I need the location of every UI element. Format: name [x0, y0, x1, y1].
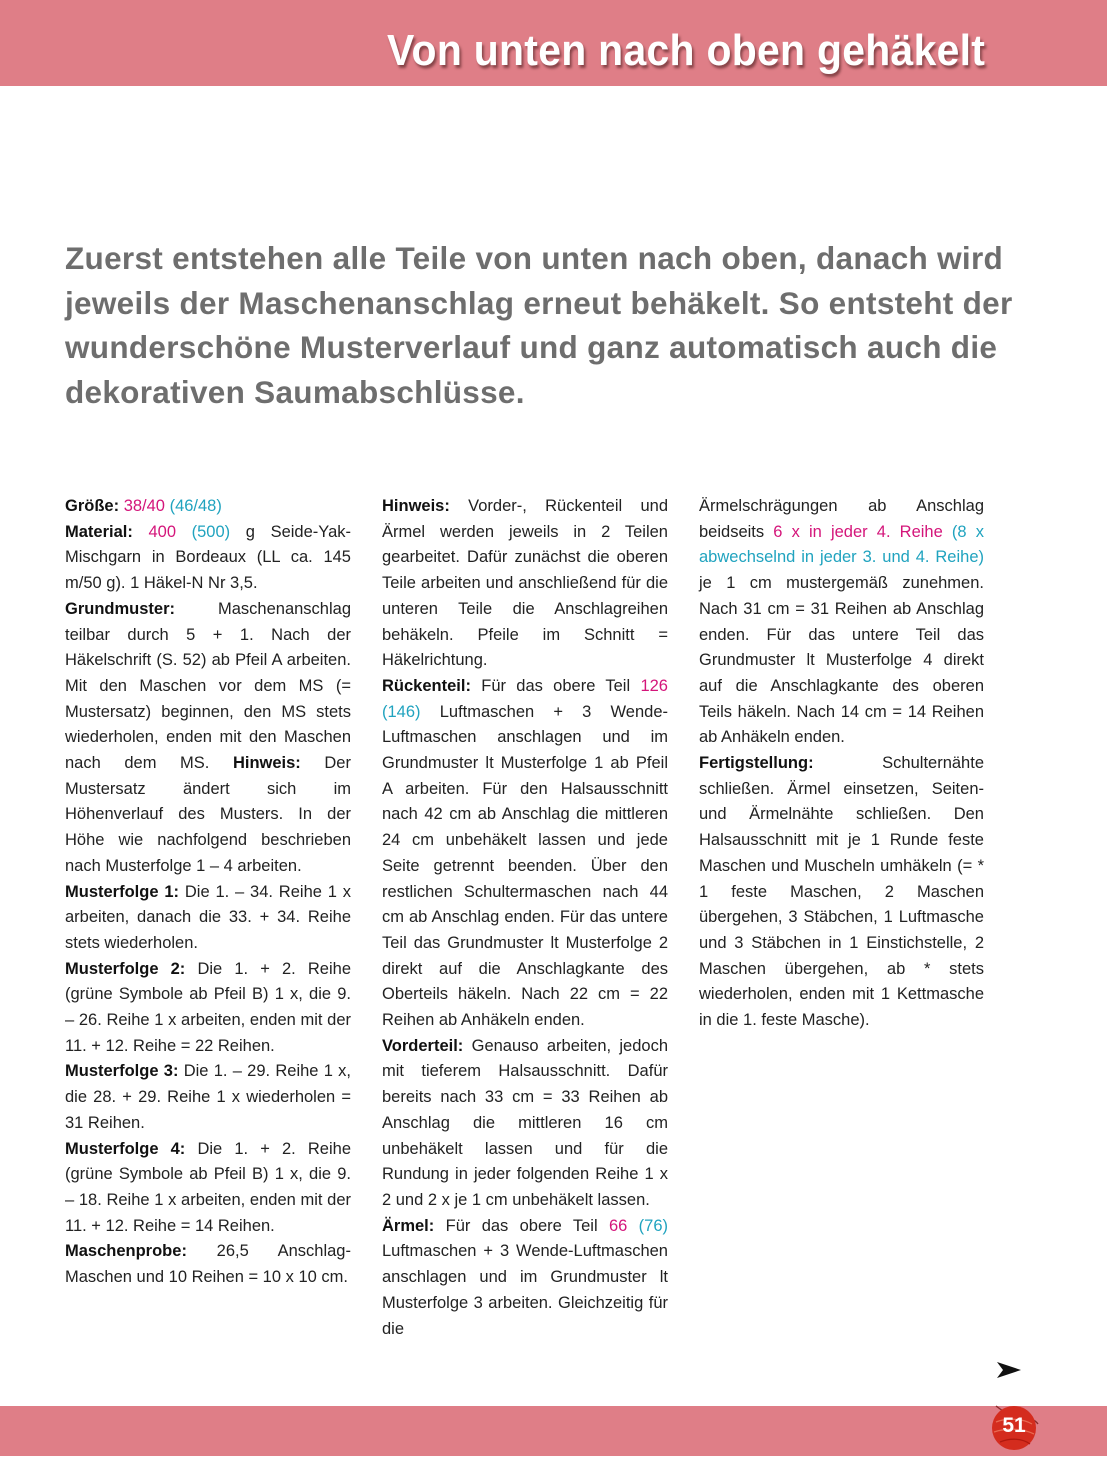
- page-number: 51: [1002, 1414, 1026, 1437]
- sleeve-stitches-large: (76): [638, 1216, 669, 1235]
- sleeve-intro: Für das obere Teil: [445, 1216, 598, 1235]
- material-text: g Seide-Yak-Mischgarn in Bordeaux (LL ca. 145 m/50 g). 1 Häkel-N Nr 3,5.: [65, 522, 351, 593]
- note-label: Hinweis:: [382, 497, 450, 515]
- pattern-sequence-1-text: Die 1. – 34. Reihe 1 x arbeiten, danach die 33. + 34. Reihe stets wiederholen.: [65, 882, 351, 952]
- material-label: Material:: [65, 522, 133, 541]
- note-paragraph: [382, 494, 668, 674]
- back-piece-stitches-small: 126: [640, 676, 668, 695]
- basic-pattern-text: Maschenanschlag teilbar durch 5 + 1. Nach der Häkelschrift (S. 52) ab Pfeil A arbeiten. Mit den Maschen vor dem MS (= Mustersatz) beginnen, den MS stets wiederholen, enden mit den Maschen nach dem MS.: [65, 599, 351, 773]
- sleeve-text: Luftmaschen + 3 Wende-Luftmaschen anschlagen und im Grundmuster lt Musterfolge 3 arbeiten. Gleichzeitig für die: [382, 1242, 668, 1338]
- note-label: Hinweis:: [232, 754, 301, 773]
- front-piece-text: Genauso arbeiten, jedoch mit tieferem Halsausschnitt. Dafür bereits nach 33 cm = 33 Reihen ab Anschlag die mittleren 16 cm unbehäkelt lassen und für die Rundung in jeder folgenden Reihe 1 x 2 und 2 x je 1 cm unbehäkelt lassen.: [382, 1036, 669, 1209]
- pattern-sequence-3-text: Die 1. – 29. Reihe 1 x, die 28. + 29. Reihe 1 x wiederholen = 31 Reihen.: [65, 1062, 351, 1132]
- size-label: Größe:: [65, 497, 120, 515]
- basic-pattern-label: Grundmuster:: [65, 599, 176, 618]
- sleeve-continued-paragraph: [699, 494, 984, 751]
- finishing-text: Schulternähte schließen. Ärmel einsetzen, Seiten- und Ärmelnähte schließen. Den Halsausschnitt mit je 1 Runde feste Maschen und Muscheln umhäkeln (= * 1 feste Maschen, 2 Maschen übergehen, 3 Stäbchen, 1 Luftmasche und 3 Stäbchen in 1 Einstichstelle, 2 Maschen übergehen, ab * stets wiederholen, enden mit 1 Kettmasche in die 1. feste Masche).: [699, 754, 984, 1030]
- material-amount-large: (500): [191, 522, 231, 541]
- column-1: [65, 494, 351, 1291]
- front-piece-paragraph: [382, 1034, 668, 1214]
- back-piece-intro: Für das obere Teil: [481, 676, 631, 695]
- footer-band: [0, 1406, 1107, 1456]
- column-2: [382, 494, 668, 1342]
- pattern-sequence-1: [65, 880, 351, 957]
- material-paragraph: [65, 520, 351, 597]
- pattern-sequence-3: [65, 1059, 351, 1136]
- pattern-sequence-4-text: Die 1. + 2. Reihe (grüne Symbole ab Pfeil B) 1 x, die 9. – 18. Reihe 1 x arbeiten, enden mit der 11. + 12. Reihe = 14 Reihen.: [65, 1139, 351, 1235]
- back-piece-paragraph: [382, 674, 668, 1034]
- basic-pattern-paragraph: [65, 597, 351, 880]
- page-title: Von unten nach oben gehäkelt: [386, 26, 985, 75]
- size-large: (46/48): [169, 497, 222, 515]
- pattern-sequence-4: [65, 1137, 351, 1240]
- pattern-sequence-4-label: Musterfolge 4:: [65, 1139, 186, 1158]
- intro-text: Zuerst entstehen alle Teile von unten nach oben, danach wird jeweils der Maschenanschlag erneut behäkelt. So entsteht der wunderschöne Musterverlauf und ganz automatisch auch die dekorativen Saumabschlüsse.: [65, 240, 1013, 410]
- finishing-label: Fertigstellung:: [699, 754, 814, 773]
- size-small: 38/40: [123, 497, 165, 515]
- pattern-sequence-1-label: Musterfolge 1:: [65, 882, 180, 901]
- pattern-sequence-2: [65, 957, 351, 1060]
- note-text: Vorder-, Rückenteil und Ärmel werden jeweils in 2 Teilen gearbeitet. Dafür zunächst die oberen Teile arbeiten und anschließend für die unteren Teile die Anschlagreihen behäkeln. Pfeile im Schnitt = Häkelrichtung.: [382, 497, 668, 670]
- column-3: [699, 494, 984, 1034]
- sleeve-increase-text: je 1 cm mustergemäß zunehmen. Nach 31 cm = 31 Reihen ab Anschlag enden. Für das untere Teil das Grundmuster lt Musterfolge 4 direkt auf die Anschlagkante des oberen Teils häkeln. Nach 14 cm = 14 Reihen ab Anhäkeln enden.: [699, 574, 984, 747]
- sleeve-increase-small: 6 x in jeder 4. Reihe: [773, 522, 943, 541]
- finishing-paragraph: [699, 751, 984, 1034]
- gauge-paragraph: [65, 1239, 351, 1290]
- arrow-right-icon[interactable]: [996, 1360, 1022, 1380]
- back-piece-label: Rückenteil:: [382, 676, 471, 695]
- front-piece-label: Vorderteil:: [382, 1036, 464, 1055]
- sleeve-paragraph: [382, 1214, 668, 1343]
- material-amount-small: 400: [148, 522, 177, 541]
- pattern-sequence-2-label: Musterfolge 2:: [65, 959, 186, 978]
- sleeve-stitches-small: 66: [608, 1216, 628, 1235]
- pattern-sequence-3-label: Musterfolge 3:: [65, 1062, 179, 1081]
- note-text: Der Mustersatz ändert sich im Höhenverlauf des Musters. In der Höhe wie nachfolgend beschrieben nach Musterfolge 1 – 4 arbeiten.: [65, 754, 351, 875]
- pattern-sequence-2-text: Die 1. + 2. Reihe (grüne Symbole ab Pfeil B) 1 x, die 9. – 26. Reihe 1 x arbeiten, enden mit der 11. + 12. Reihe = 22 Reihen.: [65, 959, 351, 1055]
- back-piece-stitches-large: (146): [382, 702, 421, 721]
- sleeve-increase-large: (8 x abwechselnd in jeder 3. und 4. Reihe): [699, 522, 984, 567]
- size-paragraph: [65, 494, 351, 520]
- gauge-text: 26,5 Anschlag-Maschen und 10 Reihen = 10 x 10 cm.: [65, 1242, 351, 1287]
- sleeve-increase-intro: Ärmelschrägungen ab Anschlag beidseits: [699, 497, 984, 541]
- gauge-label: Maschenprobe:: [65, 1242, 187, 1261]
- sleeve-label: Ärmel:: [382, 1216, 435, 1235]
- back-piece-text: Luftmaschen + 3 Wende-Luftmaschen anschlagen und im Grundmuster lt Musterfolge 1 ab Pfeil A arbeiten. Für den Halsausschnitt nach 42 cm ab Anschlag die mittleren 24 cm unbehäkelt lassen und jede Seite getrennt beenden. Über den restlichen Schultermaschen nach 44 cm ab Anschlag enden. Für das untere Teil das Grundmuster lt Musterfolge 2 direkt auf die Anschlagkante des Oberteils häkeln. Nach 22 cm = 22 Reihen ab Anhäkeln enden.: [382, 702, 669, 1030]
